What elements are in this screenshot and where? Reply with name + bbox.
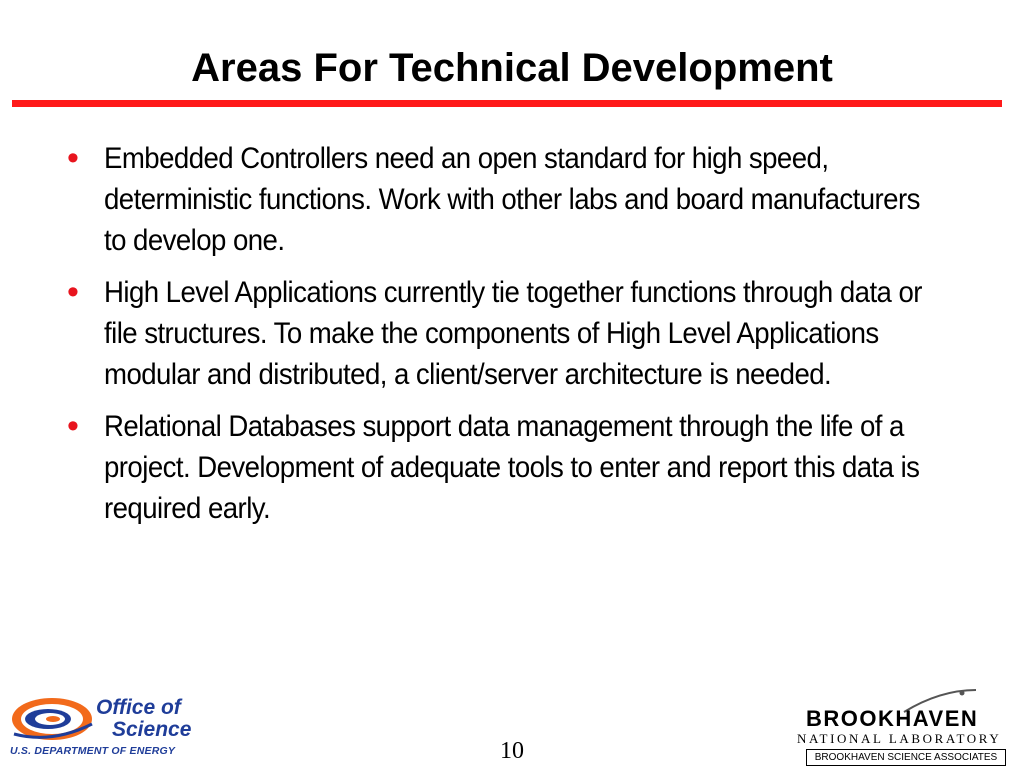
list-item [62,138,962,261]
doe-swirl-icon [12,698,92,740]
bullet-icon: • [67,273,79,311]
brookhaven-name: BROOKHAVEN [806,706,979,731]
list-item [62,406,962,529]
bullet-list [62,138,962,540]
office-of-science-line1: Office of [96,696,181,719]
bullet-text: Embedded Controllers need an open standard for high speed, deterministic functions. Work with other labs and board manufacturers to develop one. [104,142,920,257]
doe-label: U.S. DEPARTMENT OF ENERGY [10,745,176,757]
list-item [62,272,962,395]
bullet-icon: • [67,139,79,177]
office-of-science-line2: Science [112,718,192,741]
page-number: 10 [500,738,524,764]
bullet-icon: • [67,407,79,445]
brookhaven-subtitle: NATIONAL LABORATORY [797,731,1002,746]
bullet-text: High Level Applications currently tie together functions through data or file structures. To make the components of High Level Applications modular and distributed, a client/server architecture is needed. [104,276,922,391]
bullet-text: Relational Databases support data management through the life of a project. Development of adequate tools to enter and report this data is required early. [104,410,920,525]
title-divider [12,100,1002,107]
brookhaven-associates: BROOKHAVEN SCIENCE ASSOCIATES [806,749,1006,766]
slide-title: Areas For Technical Development [191,46,833,90]
